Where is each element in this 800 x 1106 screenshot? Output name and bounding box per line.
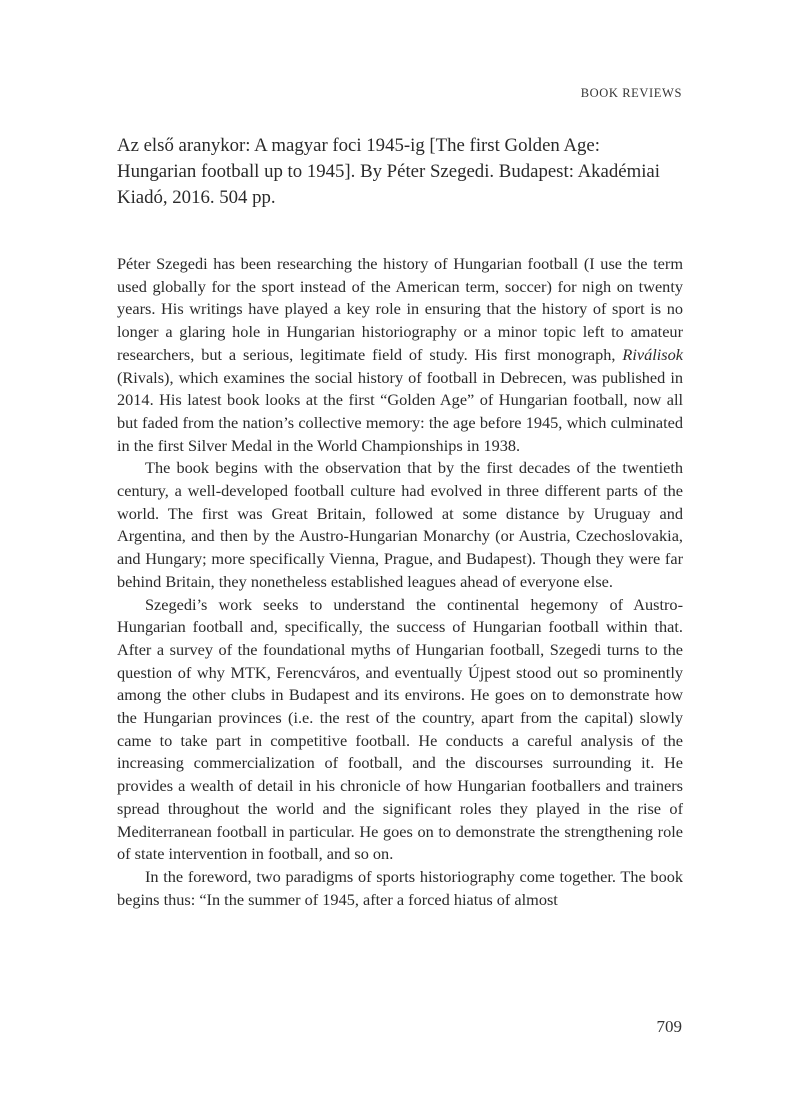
book-title-italic: Riválisok — [622, 344, 683, 364]
paragraph-4: In the foreword, two paradigms of sports historiography come together. The book begins thus: “In the summer of 1945, after a forced hiatus of almost — [117, 866, 683, 909]
review-heading: Az első aranykor: A magyar foci 1945-ig [The first Golden Age: Hungarian football up to 1945]. By Péter Szegedi. Budapest: Akadémiai Kiadó, 2016. 504 pp. — [117, 135, 660, 208]
paragraph-1 — [117, 253, 683, 457]
paragraph-1-text-after: (Rivals), which examines the social history of football in Debrecen, was published in 2014. His latest book looks at the first “Golden Age” of Hungarian football, now all but faded from the nation’s collective memory: the age before 1945, which culminated in the first Silver Medal in the World Championships in 1938. — [117, 367, 683, 455]
review-body — [117, 253, 683, 911]
paragraph-1-text-before: Péter Szegedi has been researching the history of Hungarian football (I use the term used globally for the sport instead of the American term, soccer) for nigh on twenty years. His writings have played a key role in ensuring that the history of sport is no longer a glaring hole in Hungarian historiography or a minor topic left to amateur researchers, but a serious, legitimate field of study. His first monograph, — [117, 254, 683, 364]
paragraph-3: Szegedi’s work seeks to understand the continental hegemony of Austro-Hungarian football and, specifically, the success of Hungarian football within that. After a survey of the foundational myths of Hungarian football, Szegedi turns to the question of why MTK, Ferencváros, and eventually Újpest stood out so prominently among the other clubs in Budapest and its environs. He goes on to demonstrate how the Hungarian provinces (i.e. the rest of the country, apart from the capital) slowly came to take part in competitive football. He conducts a careful analysis of the increasing commercialization of football, and the discourses surrounding it. He provides a wealth of detail in his chronicle of how Hungarian footballers and trainers spread throughout the world and the significant roles they played in the rise of Mediterranean football in particular. He goes on to demonstrate the strengthening role of state intervention in football, and so on. — [117, 594, 683, 864]
paragraph-2: The book begins with the observation that by the first decades of the twentieth century, a well-developed football culture had evolved in three different parts of the world. The first was Great Britain, followed at some distance by Uruguay and Argentina, and then by the Austro-Hungarian Monarchy (or Austria, Czechoslovakia, and Hungary; more specifically Vienna, Prague, and Budapest). Though they were far behind Britain, they nonetheless established leagues ahead of everyone else. — [117, 458, 683, 591]
running-head: BOOK REVIEWS — [580, 86, 682, 100]
page-number: 709 — [656, 1017, 682, 1036]
